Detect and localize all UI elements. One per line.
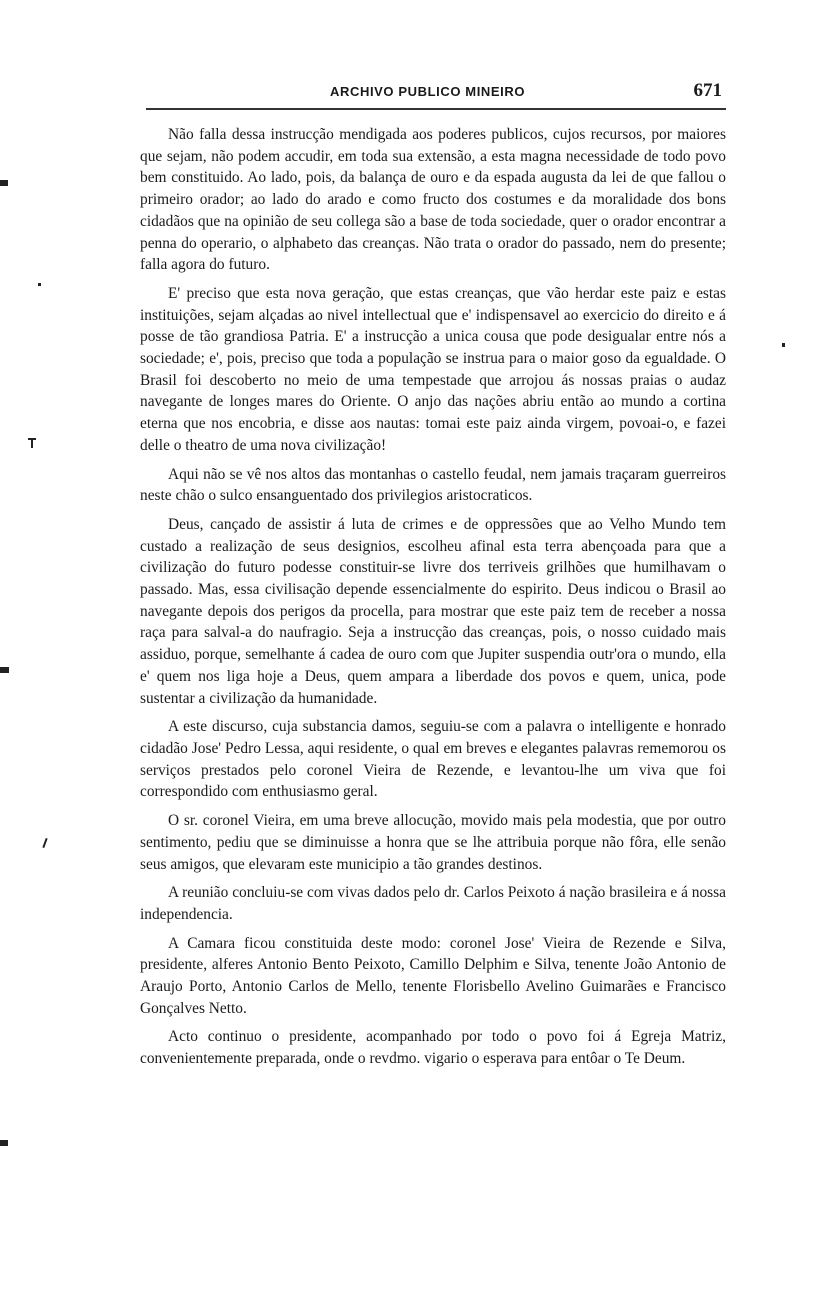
page-header	[146, 80, 726, 106]
body-text	[140, 124, 726, 1077]
margin-mark	[38, 283, 41, 286]
margin-mark	[782, 343, 785, 347]
margin-mark	[0, 1140, 8, 1146]
paragraph: A Camara ficou constituida deste modo: coronel Jose' Vieira de Rezende e Silva, presidente, alferes Antonio Bento Peixoto, Camillo Delphim e Silva, tenente João Antonio de Araujo Porto, Antonio Carlos de Mello, tenente Florisbello Avelino Guimarães e Francisco Gonçalves Netto.	[140, 934, 726, 1017]
margin-mark	[42, 838, 47, 848]
paragraph: A este discurso, cuja substancia damos, seguiu-se com a palavra o intelligente e honrado cidadão Jose' Pedro Lessa, aqui residente, o qual em breves e elegantes palavras rememorou os serviços prestados pelo coronel Vieira de Rezende, e levantou-lhe um viva que foi correspondido com enthusiasmo geral.	[140, 718, 726, 801]
header-rule	[146, 108, 726, 110]
paragraph: Deus, cançado de assistir á luta de crimes e de oppressões que ao Velho Mundo tem custado a realização de seus designios, escolheu afinal esta terra abençoada para que a civilização do futuro podesse constituir-se livre dos terriveis grilhões que humilhavam o passado. Mas, essa civilisação depende essencialmente do espirito. Deus indicou o Brasil ao navegante depois dos perigos da procella, para mostrar que este paiz tem de receber a nossa raça para salval-a do naufragio. Seja a instrucção das creanças, pois, o nosso cuidado mais assiduo, porque, semelhante á cadea de ouro com que Jupiter suspendia outr'ora o mundo, ella e' quem nos liga hoje a Deus, quem ampara a liberdade dos povos e quem, unica, pode sustentar a civilização da humanidade.	[140, 515, 726, 707]
margin-mark	[31, 438, 33, 448]
margin-mark	[0, 180, 8, 186]
page-number: 671	[693, 80, 722, 101]
paragraph: E' preciso que esta nova geração, que estas creanças, que vão herdar este paiz e estas instituições, sejam alçadas ao nivel intellectual que e' indispensavel ao exercicio do direito e á posse de tão grandiosa Patria. E' a instrucção a unica cousa que pode desigualar entre nós a sociedade; e', pois, preciso que toda a população se instrua para o maior goso da egualdade. O Brasil foi descoberto no meio de uma tempestade que arrojou ás nossas praias o audaz navegante de longes mares do Oriente. O anjo das nações abriu então ao mundo a cortina eterna que nos encobria, e disse aos nautas: tomai este paiz ainda virgem, povoai-o, e fazei delle o theatro de uma nova civilização!	[140, 284, 726, 454]
paragraph: Aqui não se vê nos altos das montanhas o castello feudal, nem jamais traçaram guerreiros neste chão o sulco ensanguentado dos privilegios aristocraticos.	[140, 465, 726, 505]
paragraph: Não falla dessa instrucção mendigada aos poderes publicos, cujos recursos, por maiores que sejam, não podem accudir, em toda sua extensão, a esta magna necessidade de todo povo bem constituido. Ao lado, pois, da balança de ouro e da espada augusta da lei de que fallou o primeiro orador; ao lado do arado e como fructo dos costumes e da moralidade dos bons cidadãos que na opinião de seu collega são a base de toda sociedade, quer o orador encontrar a penna do operario, o alphabeto das creanças. Não trata o orador do passado, nem do presente; falla agora do futuro.	[140, 126, 726, 274]
paragraph: Acto continuo o presidente, acompanhado por todo o povo foi á Egreja Matriz, convenientemente preparada, onde o revdmo. vigario o esperava para entôar o Te Deum.	[140, 1028, 726, 1068]
running-title: ARCHIVO PUBLICO MINEIRO	[330, 84, 526, 99]
paragraph: O sr. coronel Vieira, em uma breve allocução, movido mais pela modestia, que por outro sentimento, pediu que se diminuisse a honra que se lhe attribuia porque não fôra, elle senão seus amigos, que elevaram este municipio a tão grandes destinos.	[140, 812, 726, 873]
paragraph: A reunião concluiu-se com vivas dados pelo dr. Carlos Peixoto á nação brasileira e á nossa independencia.	[140, 884, 726, 923]
margin-mark	[0, 667, 9, 673]
